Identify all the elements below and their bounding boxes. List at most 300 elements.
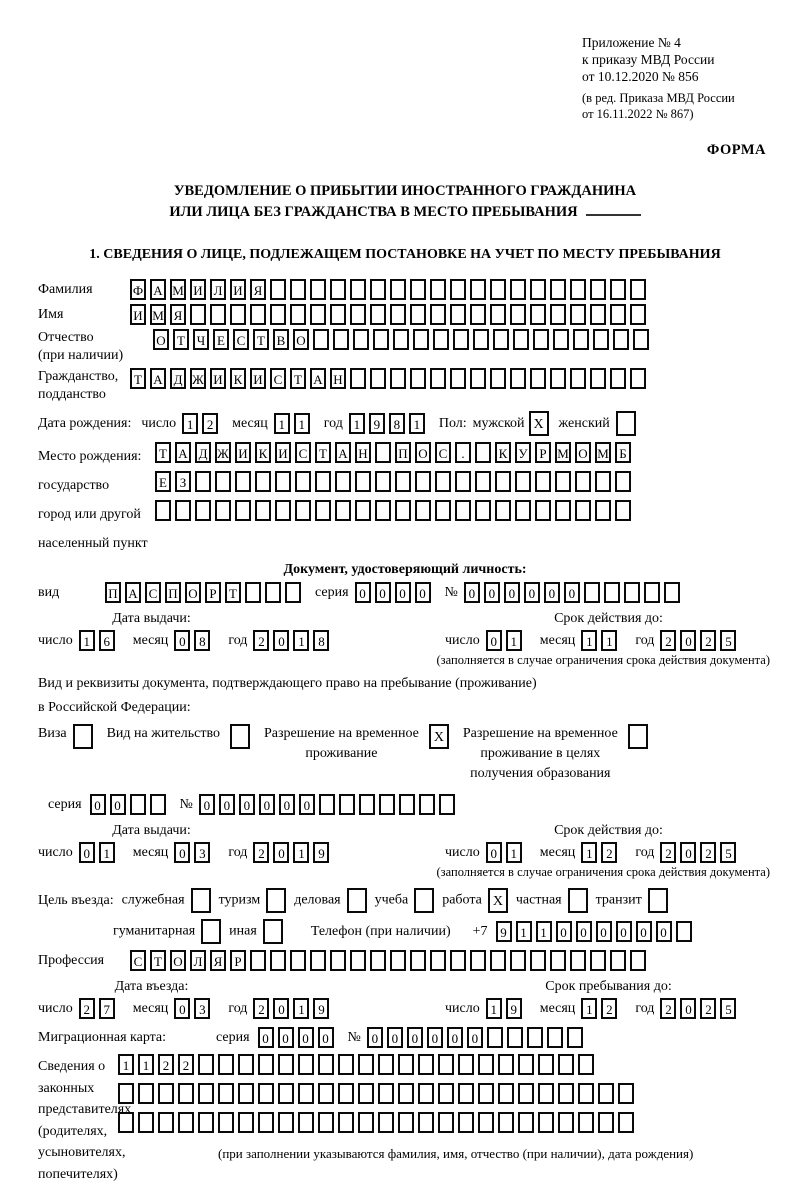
char-box[interactable] xyxy=(175,500,191,521)
char-box[interactable] xyxy=(527,1027,543,1048)
char-box[interactable] xyxy=(255,471,271,492)
char-box[interactable] xyxy=(567,1027,583,1048)
char-box[interactable] xyxy=(298,1083,314,1104)
char-box[interactable]: 0 xyxy=(524,582,540,603)
char-box[interactable] xyxy=(350,279,366,300)
char-box[interactable] xyxy=(473,329,489,350)
char-box[interactable]: И xyxy=(190,279,206,300)
char-box[interactable] xyxy=(530,950,546,971)
char-box[interactable]: 1 xyxy=(99,842,115,863)
char-box[interactable] xyxy=(430,368,446,389)
char-box[interactable] xyxy=(570,950,586,971)
char-box[interactable]: П xyxy=(165,582,181,603)
char-box[interactable] xyxy=(319,794,335,815)
char-box[interactable]: И xyxy=(275,442,291,463)
char-box[interactable] xyxy=(535,500,551,521)
char-box[interactable] xyxy=(375,500,391,521)
char-box[interactable] xyxy=(373,329,389,350)
char-box[interactable] xyxy=(315,471,331,492)
char-box[interactable]: 0 xyxy=(407,1027,423,1048)
char-box[interactable] xyxy=(318,1112,334,1133)
char-box[interactable]: 3 xyxy=(194,842,210,863)
char-box[interactable]: 0 xyxy=(273,998,289,1019)
char-box[interactable]: 0 xyxy=(680,842,696,863)
char-box[interactable]: 1 xyxy=(274,413,290,434)
char-box[interactable]: 7 xyxy=(99,998,115,1019)
char-box[interactable] xyxy=(590,950,606,971)
char-box[interactable]: А xyxy=(125,582,141,603)
char-box[interactable] xyxy=(515,500,531,521)
char-box[interactable] xyxy=(250,950,266,971)
char-box[interactable] xyxy=(570,279,586,300)
char-box[interactable] xyxy=(538,1083,554,1104)
char-box[interactable] xyxy=(195,500,211,521)
char-box[interactable]: 2 xyxy=(601,842,617,863)
purpose-transit-checkbox[interactable] xyxy=(648,888,668,913)
char-box[interactable] xyxy=(310,950,326,971)
char-box[interactable] xyxy=(375,471,391,492)
char-box[interactable]: 0 xyxy=(636,921,652,942)
char-box[interactable] xyxy=(158,1112,174,1133)
char-box[interactable]: 0 xyxy=(239,794,255,815)
purpose-work-checkbox[interactable]: X xyxy=(488,888,508,913)
char-box[interactable]: 2 xyxy=(253,998,269,1019)
char-box[interactable] xyxy=(235,500,251,521)
char-box[interactable] xyxy=(498,1083,514,1104)
char-box[interactable] xyxy=(245,582,261,603)
char-box[interactable]: 0 xyxy=(464,582,480,603)
char-box[interactable]: С xyxy=(233,329,249,350)
char-box[interactable]: 2 xyxy=(178,1054,194,1075)
purpose-private-checkbox[interactable] xyxy=(568,888,588,913)
char-box[interactable] xyxy=(438,1112,454,1133)
char-box[interactable]: Ф xyxy=(130,279,146,300)
char-box[interactable] xyxy=(510,304,526,325)
char-box[interactable]: Я xyxy=(250,279,266,300)
char-box[interactable]: М xyxy=(595,442,611,463)
purpose-humanitarian-checkbox[interactable] xyxy=(201,919,221,944)
char-box[interactable] xyxy=(590,304,606,325)
char-box[interactable] xyxy=(578,1054,594,1075)
char-box[interactable]: И xyxy=(250,368,266,389)
char-box[interactable]: А xyxy=(150,279,166,300)
char-box[interactable] xyxy=(295,500,311,521)
char-box[interactable] xyxy=(290,279,306,300)
char-box[interactable] xyxy=(558,1054,574,1075)
char-box[interactable] xyxy=(238,1112,254,1133)
char-box[interactable] xyxy=(278,1112,294,1133)
char-box[interactable] xyxy=(435,500,451,521)
char-box[interactable]: 0 xyxy=(486,630,502,651)
char-box[interactable]: 0 xyxy=(79,842,95,863)
char-box[interactable] xyxy=(335,471,351,492)
char-box[interactable]: К xyxy=(230,368,246,389)
char-box[interactable]: 0 xyxy=(298,1027,314,1048)
char-box[interactable] xyxy=(604,582,620,603)
char-box[interactable] xyxy=(353,329,369,350)
char-box[interactable] xyxy=(138,1083,154,1104)
char-box[interactable]: 0 xyxy=(680,998,696,1019)
purpose-other-checkbox[interactable] xyxy=(263,919,283,944)
char-box[interactable] xyxy=(230,304,246,325)
char-box[interactable]: С xyxy=(130,950,146,971)
char-box[interactable]: О xyxy=(185,582,201,603)
char-box[interactable] xyxy=(490,304,506,325)
char-box[interactable] xyxy=(378,1083,394,1104)
char-box[interactable]: М xyxy=(170,279,186,300)
char-box[interactable]: 0 xyxy=(375,582,391,603)
char-box[interactable] xyxy=(378,1112,394,1133)
char-box[interactable]: 0 xyxy=(680,630,696,651)
char-box[interactable]: 0 xyxy=(504,582,520,603)
char-box[interactable] xyxy=(455,500,471,521)
char-box[interactable] xyxy=(250,304,266,325)
char-box[interactable]: 2 xyxy=(660,630,676,651)
char-box[interactable] xyxy=(595,471,611,492)
temp-residence-education-checkbox[interactable] xyxy=(628,724,648,749)
char-box[interactable] xyxy=(593,329,609,350)
char-box[interactable] xyxy=(158,1083,174,1104)
char-box[interactable]: 1 xyxy=(516,921,532,942)
temp-residence-checkbox[interactable]: X xyxy=(429,724,449,749)
char-box[interactable] xyxy=(330,950,346,971)
char-box[interactable] xyxy=(490,279,506,300)
char-box[interactable]: 0 xyxy=(318,1027,334,1048)
char-box[interactable] xyxy=(590,279,606,300)
char-box[interactable] xyxy=(630,368,646,389)
char-box[interactable]: И xyxy=(235,442,251,463)
char-box[interactable] xyxy=(538,1112,554,1133)
char-box[interactable]: 1 xyxy=(581,842,597,863)
char-box[interactable] xyxy=(578,1083,594,1104)
char-box[interactable] xyxy=(195,471,211,492)
char-box[interactable]: С xyxy=(435,442,451,463)
char-box[interactable]: 0 xyxy=(556,921,572,942)
char-box[interactable] xyxy=(615,500,631,521)
char-box[interactable]: О xyxy=(415,442,431,463)
char-box[interactable] xyxy=(570,304,586,325)
char-box[interactable] xyxy=(470,279,486,300)
char-box[interactable] xyxy=(453,329,469,350)
char-box[interactable] xyxy=(275,471,291,492)
char-box[interactable]: 0 xyxy=(273,842,289,863)
char-box[interactable]: 1 xyxy=(182,413,198,434)
char-box[interactable] xyxy=(475,500,491,521)
char-box[interactable]: 0 xyxy=(259,794,275,815)
char-box[interactable] xyxy=(630,279,646,300)
char-box[interactable]: 0 xyxy=(279,794,295,815)
char-box[interactable] xyxy=(664,582,680,603)
char-box[interactable] xyxy=(478,1112,494,1133)
char-box[interactable] xyxy=(515,471,531,492)
char-box[interactable] xyxy=(490,950,506,971)
char-box[interactable]: Т xyxy=(290,368,306,389)
visa-checkbox[interactable] xyxy=(73,724,93,749)
char-box[interactable] xyxy=(455,471,471,492)
char-box[interactable]: 1 xyxy=(138,1054,154,1075)
char-box[interactable] xyxy=(610,368,626,389)
char-box[interactable] xyxy=(138,1112,154,1133)
char-box[interactable] xyxy=(290,304,306,325)
char-box[interactable] xyxy=(318,1083,334,1104)
char-box[interactable]: И xyxy=(130,304,146,325)
char-box[interactable]: 2 xyxy=(253,842,269,863)
char-box[interactable] xyxy=(310,304,326,325)
gender-female-checkbox[interactable] xyxy=(616,411,636,436)
char-box[interactable] xyxy=(495,500,511,521)
char-box[interactable]: 8 xyxy=(194,630,210,651)
char-box[interactable] xyxy=(415,471,431,492)
char-box[interactable]: 5 xyxy=(720,630,736,651)
char-box[interactable]: П xyxy=(105,582,121,603)
residence-permit-checkbox[interactable] xyxy=(230,724,250,749)
char-box[interactable] xyxy=(395,500,411,521)
char-box[interactable]: П xyxy=(395,442,411,463)
char-box[interactable]: 1 xyxy=(293,998,309,1019)
char-box[interactable] xyxy=(375,442,391,463)
char-box[interactable]: Е xyxy=(155,471,171,492)
char-box[interactable]: 5 xyxy=(720,842,736,863)
char-box[interactable]: 2 xyxy=(700,842,716,863)
char-box[interactable] xyxy=(178,1083,194,1104)
char-box[interactable]: 9 xyxy=(369,413,385,434)
char-box[interactable] xyxy=(530,368,546,389)
char-box[interactable] xyxy=(330,279,346,300)
char-box[interactable] xyxy=(218,1112,234,1133)
char-box[interactable] xyxy=(475,471,491,492)
char-box[interactable]: 0 xyxy=(447,1027,463,1048)
char-box[interactable] xyxy=(518,1054,534,1075)
char-box[interactable]: 8 xyxy=(313,630,329,651)
char-box[interactable]: А xyxy=(175,442,191,463)
char-box[interactable] xyxy=(430,304,446,325)
char-box[interactable] xyxy=(335,500,351,521)
char-box[interactable]: Т xyxy=(315,442,331,463)
char-box[interactable] xyxy=(198,1083,214,1104)
char-box[interactable] xyxy=(530,304,546,325)
char-box[interactable] xyxy=(507,1027,523,1048)
char-box[interactable]: 2 xyxy=(660,842,676,863)
char-box[interactable] xyxy=(418,1054,434,1075)
char-box[interactable] xyxy=(450,368,466,389)
char-box[interactable] xyxy=(439,794,455,815)
char-box[interactable] xyxy=(415,500,431,521)
char-box[interactable]: 0 xyxy=(355,582,371,603)
char-box[interactable] xyxy=(538,1054,554,1075)
char-box[interactable] xyxy=(430,279,446,300)
char-box[interactable]: С xyxy=(270,368,286,389)
char-box[interactable]: Ч xyxy=(193,329,209,350)
char-box[interactable]: Р xyxy=(230,950,246,971)
char-box[interactable]: 0 xyxy=(484,582,500,603)
char-box[interactable]: 8 xyxy=(389,413,405,434)
char-box[interactable] xyxy=(275,500,291,521)
char-box[interactable] xyxy=(399,794,415,815)
char-box[interactable]: 0 xyxy=(486,842,502,863)
char-box[interactable] xyxy=(398,1054,414,1075)
char-box[interactable] xyxy=(370,304,386,325)
char-box[interactable]: 2 xyxy=(158,1054,174,1075)
char-box[interactable] xyxy=(290,950,306,971)
char-box[interactable]: 5 xyxy=(720,998,736,1019)
char-box[interactable] xyxy=(438,1083,454,1104)
char-box[interactable]: Т xyxy=(155,442,171,463)
char-box[interactable] xyxy=(338,1083,354,1104)
char-box[interactable]: 9 xyxy=(506,998,522,1019)
char-box[interactable] xyxy=(333,329,349,350)
char-box[interactable] xyxy=(238,1083,254,1104)
char-box[interactable]: 1 xyxy=(79,630,95,651)
char-box[interactable] xyxy=(258,1083,274,1104)
char-box[interactable]: 9 xyxy=(313,842,329,863)
char-box[interactable] xyxy=(498,1112,514,1133)
char-box[interactable]: 1 xyxy=(486,998,502,1019)
char-box[interactable] xyxy=(495,471,511,492)
char-box[interactable] xyxy=(130,794,146,815)
char-box[interactable] xyxy=(313,329,329,350)
char-box[interactable] xyxy=(630,304,646,325)
char-box[interactable] xyxy=(550,368,566,389)
char-box[interactable] xyxy=(190,304,206,325)
char-box[interactable] xyxy=(255,500,271,521)
char-box[interactable] xyxy=(238,1054,254,1075)
char-box[interactable] xyxy=(458,1112,474,1133)
char-box[interactable]: 1 xyxy=(293,842,309,863)
char-box[interactable]: 1 xyxy=(118,1054,134,1075)
char-box[interactable]: 1 xyxy=(294,413,310,434)
char-box[interactable] xyxy=(410,368,426,389)
char-box[interactable]: 0 xyxy=(174,630,190,651)
char-box[interactable] xyxy=(598,1083,614,1104)
char-box[interactable] xyxy=(265,582,281,603)
char-box[interactable]: А xyxy=(310,368,326,389)
char-box[interactable]: М xyxy=(150,304,166,325)
char-box[interactable] xyxy=(178,1112,194,1133)
char-box[interactable]: Р xyxy=(535,442,551,463)
char-box[interactable]: Д xyxy=(195,442,211,463)
char-box[interactable] xyxy=(410,304,426,325)
char-box[interactable] xyxy=(350,368,366,389)
char-box[interactable]: 1 xyxy=(601,630,617,651)
char-box[interactable]: Я xyxy=(170,304,186,325)
char-box[interactable] xyxy=(490,368,506,389)
char-box[interactable] xyxy=(513,329,529,350)
char-box[interactable]: . xyxy=(455,442,471,463)
char-box[interactable]: Т xyxy=(130,368,146,389)
char-box[interactable] xyxy=(633,329,649,350)
char-box[interactable]: 0 xyxy=(564,582,580,603)
char-box[interactable] xyxy=(410,950,426,971)
char-box[interactable] xyxy=(338,1054,354,1075)
char-box[interactable] xyxy=(278,1083,294,1104)
char-box[interactable] xyxy=(398,1083,414,1104)
char-box[interactable] xyxy=(610,950,626,971)
char-box[interactable] xyxy=(450,279,466,300)
char-box[interactable] xyxy=(339,794,355,815)
char-box[interactable] xyxy=(573,329,589,350)
char-box[interactable] xyxy=(355,500,371,521)
char-box[interactable] xyxy=(433,329,449,350)
char-box[interactable] xyxy=(218,1083,234,1104)
char-box[interactable]: М xyxy=(555,442,571,463)
char-box[interactable] xyxy=(355,471,371,492)
char-box[interactable] xyxy=(530,279,546,300)
char-box[interactable]: У xyxy=(515,442,531,463)
char-box[interactable]: 1 xyxy=(349,413,365,434)
char-box[interactable]: О xyxy=(575,442,591,463)
char-box[interactable] xyxy=(478,1054,494,1075)
char-box[interactable] xyxy=(435,471,451,492)
char-box[interactable] xyxy=(270,304,286,325)
gender-male-checkbox[interactable]: X xyxy=(529,411,549,436)
char-box[interactable] xyxy=(610,279,626,300)
char-box[interactable] xyxy=(318,1054,334,1075)
char-box[interactable]: 1 xyxy=(506,842,522,863)
char-box[interactable]: 2 xyxy=(253,630,269,651)
char-box[interactable] xyxy=(470,950,486,971)
char-box[interactable] xyxy=(358,1054,374,1075)
purpose-business-checkbox[interactable] xyxy=(347,888,367,913)
char-box[interactable] xyxy=(370,368,386,389)
char-box[interactable] xyxy=(450,304,466,325)
char-box[interactable] xyxy=(258,1112,274,1133)
char-box[interactable]: 2 xyxy=(700,998,716,1019)
char-box[interactable] xyxy=(590,368,606,389)
char-box[interactable]: 0 xyxy=(219,794,235,815)
char-box[interactable] xyxy=(310,279,326,300)
purpose-official-checkbox[interactable] xyxy=(191,888,211,913)
char-box[interactable] xyxy=(390,279,406,300)
char-box[interactable]: 1 xyxy=(506,630,522,651)
char-box[interactable] xyxy=(393,329,409,350)
char-box[interactable]: 0 xyxy=(273,630,289,651)
char-box[interactable]: 0 xyxy=(467,1027,483,1048)
char-box[interactable] xyxy=(315,500,331,521)
char-box[interactable]: Т xyxy=(253,329,269,350)
char-box[interactable] xyxy=(550,304,566,325)
char-box[interactable] xyxy=(550,950,566,971)
char-box[interactable]: О xyxy=(153,329,169,350)
char-box[interactable]: 0 xyxy=(199,794,215,815)
char-box[interactable] xyxy=(258,1054,274,1075)
char-box[interactable]: 0 xyxy=(544,582,560,603)
char-box[interactable] xyxy=(278,1054,294,1075)
char-box[interactable]: 9 xyxy=(313,998,329,1019)
char-box[interactable] xyxy=(395,471,411,492)
char-box[interactable] xyxy=(270,950,286,971)
char-box[interactable] xyxy=(295,471,311,492)
char-box[interactable] xyxy=(378,1054,394,1075)
char-box[interactable]: 1 xyxy=(536,921,552,942)
char-box[interactable] xyxy=(350,950,366,971)
char-box[interactable]: Т xyxy=(173,329,189,350)
char-box[interactable]: И xyxy=(230,279,246,300)
char-box[interactable] xyxy=(410,279,426,300)
char-box[interactable] xyxy=(493,329,509,350)
char-box[interactable] xyxy=(458,1054,474,1075)
char-box[interactable] xyxy=(558,1083,574,1104)
char-box[interactable]: Ж xyxy=(215,442,231,463)
char-box[interactable] xyxy=(358,1112,374,1133)
char-box[interactable] xyxy=(418,1112,434,1133)
char-box[interactable] xyxy=(155,500,171,521)
char-box[interactable]: 0 xyxy=(596,921,612,942)
char-box[interactable] xyxy=(610,304,626,325)
char-box[interactable] xyxy=(438,1054,454,1075)
char-box[interactable] xyxy=(615,471,631,492)
char-box[interactable] xyxy=(413,329,429,350)
char-box[interactable]: 0 xyxy=(576,921,592,942)
